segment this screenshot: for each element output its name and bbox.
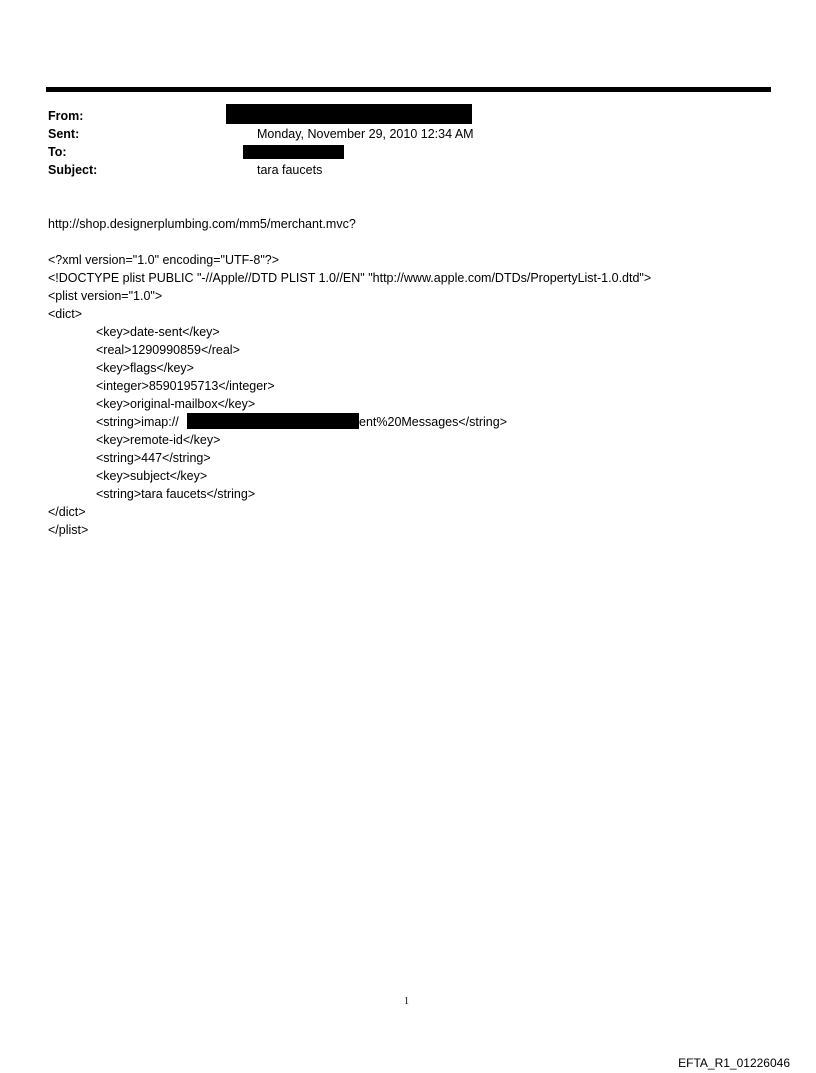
xml-declaration: <?xml version="1.0" encoding="UTF-8"?>	[48, 253, 280, 267]
plist-close: </plist>	[48, 523, 89, 537]
doctype-line: <!DOCTYPE plist PUBLIC "-//Apple//DTD PLIST 1.0//EN" "http://www.apple.com/DTDs/PropertyList-1.0.dtd">	[48, 271, 652, 285]
to-label: To:	[48, 145, 67, 159]
plist-entry: <key>remote-id</key>	[96, 433, 221, 447]
sent-label: Sent:	[48, 127, 80, 141]
plist-open: <plist version="1.0">	[48, 289, 163, 303]
imap-string-suffix: ent%20Messages</string>	[359, 415, 508, 429]
imap-redaction	[187, 413, 359, 429]
bates-number: EFTA_R1_01226046	[678, 1056, 790, 1070]
page-number: 1	[404, 996, 409, 1007]
to-redaction	[243, 145, 344, 159]
dict-close: </dict>	[48, 505, 86, 519]
from-redaction	[226, 104, 472, 124]
subject-value: tara faucets	[257, 163, 323, 177]
subject-label: Subject:	[48, 163, 98, 177]
imap-string-prefix: <string>imap://	[96, 415, 179, 429]
body-url: http://shop.designerplumbing.com/mm5/merchant.mvc?	[48, 217, 356, 231]
plist-entry: <integer>8590195713</integer>	[96, 379, 275, 393]
plist-entry: <key>flags</key>	[96, 361, 194, 375]
plist-entry: <key>date-sent</key>	[96, 325, 220, 339]
plist-entry: <real>1290990859</real>	[96, 343, 240, 357]
dict-open: <dict>	[48, 307, 83, 321]
plist-entry: <string>tara faucets</string>	[96, 487, 256, 501]
header-rule	[46, 87, 771, 92]
plist-entry: <string>447</string>	[96, 451, 211, 465]
plist-entry: <key>subject</key>	[96, 469, 208, 483]
from-label: From:	[48, 109, 84, 123]
plist-entry: <key>original-mailbox</key>	[96, 397, 256, 411]
sent-value: Monday, November 29, 2010 12:34 AM	[257, 127, 474, 141]
